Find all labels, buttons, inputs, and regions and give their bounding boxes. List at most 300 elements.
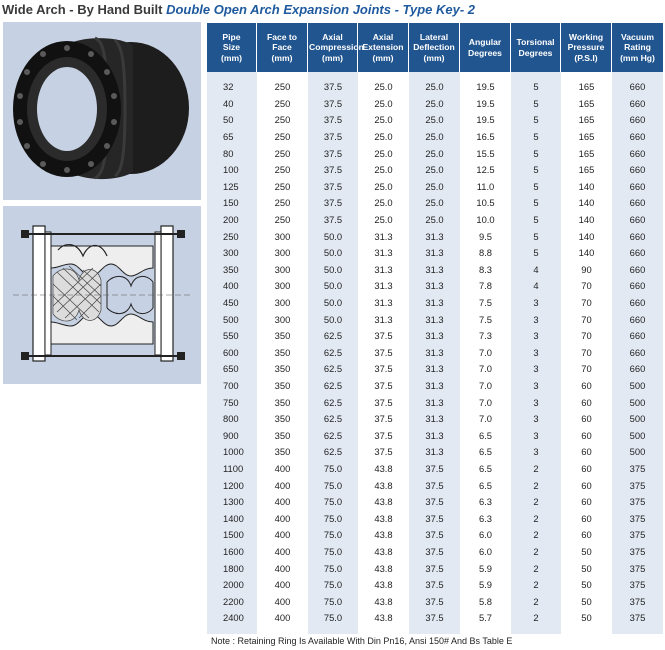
- column-header-line: Size: [222, 42, 241, 53]
- table-cell: 660: [612, 212, 663, 229]
- table-cell: 37.5: [308, 162, 358, 179]
- table-cell: 165: [561, 162, 612, 179]
- table-cell: 37.5: [409, 494, 460, 511]
- table-cell: 7.0: [460, 411, 511, 428]
- table-cell: 31.3: [409, 311, 460, 328]
- table-cell: 43.8: [358, 510, 409, 527]
- table-cell: 70: [561, 278, 612, 295]
- table-cell: 70: [561, 361, 612, 378]
- table-cell: 31.3: [358, 278, 409, 295]
- table-cell: 25.0: [358, 129, 409, 146]
- table-cell: 1400: [207, 510, 257, 527]
- table-cell: 62.5: [308, 427, 358, 444]
- table-cell: 60: [561, 378, 612, 395]
- cross-section-drawing: [3, 206, 201, 384]
- table-cell: 300: [257, 228, 308, 245]
- table-cell: 31.3: [409, 394, 460, 411]
- table-cell: 43.8: [358, 461, 409, 478]
- expansion-joint-cross-section-drawing-icon: [3, 206, 201, 384]
- table-cell: 25.0: [409, 179, 460, 196]
- table-cell: 31.3: [409, 328, 460, 345]
- table-cell: 25.0: [358, 79, 409, 96]
- table-cell: 60: [561, 477, 612, 494]
- table-cell: 350: [257, 328, 308, 345]
- table-cell: 6.0: [460, 544, 511, 561]
- table-cell: 37.5: [358, 411, 409, 428]
- table-cell: 350: [257, 427, 308, 444]
- table-cell: 5.9: [460, 577, 511, 594]
- table-cell: 400: [257, 610, 308, 627]
- table-cell: 250: [257, 179, 308, 196]
- table-spacer-cell: [358, 72, 409, 79]
- table-row: [207, 212, 663, 229]
- table-cell: 350: [257, 394, 308, 411]
- table-cell: 250: [257, 112, 308, 129]
- table-cell: 6.5: [460, 444, 511, 461]
- table-cell: 3: [511, 295, 561, 312]
- table-cell: 25.0: [409, 212, 460, 229]
- table-row: [207, 510, 663, 527]
- table-cell: 80: [207, 145, 257, 162]
- table-cell: 25.0: [409, 129, 460, 146]
- table-cell: 2: [511, 560, 561, 577]
- table-cell: 75.0: [308, 593, 358, 610]
- column-header: [308, 23, 364, 72]
- table-cell: 140: [561, 179, 612, 196]
- table-spacer-cell: [308, 627, 358, 634]
- table-cell: 60: [561, 427, 612, 444]
- table-cell: 660: [612, 278, 663, 295]
- table-row: [207, 228, 663, 245]
- table-cell: 400: [257, 527, 308, 544]
- table-cell: 10.5: [460, 195, 511, 212]
- table-cell: 37.5: [358, 328, 409, 345]
- table-cell: 2: [511, 593, 561, 610]
- table-cell: 37.5: [358, 427, 409, 444]
- table-cell: 375: [612, 577, 663, 594]
- table-cell: 3: [511, 411, 561, 428]
- table-cell: 31.3: [409, 295, 460, 312]
- table-cell: 500: [612, 427, 663, 444]
- table-cell: 5: [511, 228, 561, 245]
- table-cell: 500: [207, 311, 257, 328]
- table-cell: 37.5: [358, 345, 409, 362]
- table-cell: 7.3: [460, 328, 511, 345]
- table-row: [207, 394, 663, 411]
- table-cell: 660: [612, 345, 663, 362]
- table-cell: 62.5: [308, 361, 358, 378]
- table-cell: 25.0: [358, 212, 409, 229]
- table-cell: 3: [511, 394, 561, 411]
- column-header-line: Lateral: [419, 31, 449, 42]
- column-header-line: Rating: [624, 42, 651, 53]
- table-cell: 25.0: [358, 179, 409, 196]
- table-cell: 7.0: [460, 378, 511, 395]
- table-cell: 11.0: [460, 179, 511, 196]
- table-cell: 31.3: [358, 262, 409, 279]
- table-cell: 375: [612, 527, 663, 544]
- table-row: [207, 361, 663, 378]
- table-cell: 75.0: [308, 577, 358, 594]
- table-cell: 25.0: [409, 79, 460, 96]
- table-cell: 37.5: [308, 112, 358, 129]
- table-cell: 25.0: [409, 145, 460, 162]
- table-cell: 31.3: [409, 245, 460, 262]
- table-row: [207, 162, 663, 179]
- table-cell: 660: [612, 361, 663, 378]
- table-cell: 1800: [207, 560, 257, 577]
- table-row: [207, 179, 663, 196]
- table-cell: 375: [612, 610, 663, 627]
- table-spacer-cell: [460, 627, 511, 634]
- column-header-line: Deflection: [413, 42, 455, 53]
- table-spacer-cell: [358, 627, 409, 634]
- table-cell: 5: [511, 129, 561, 146]
- table-cell: 60: [561, 394, 612, 411]
- table-cell: 250: [257, 145, 308, 162]
- table-cell: 37.5: [358, 361, 409, 378]
- column-header-line: (mm): [372, 52, 394, 63]
- table-cell: 31.3: [409, 278, 460, 295]
- expansion-joint-photo-icon: [3, 22, 201, 200]
- table-cell: 60: [561, 461, 612, 478]
- table-cell: 37.5: [409, 461, 460, 478]
- table-cell: 2: [511, 494, 561, 511]
- table-cell: 37.5: [358, 394, 409, 411]
- table-cell: 6.3: [460, 510, 511, 527]
- table-cell: 9.5: [460, 228, 511, 245]
- table-cell: 600: [207, 345, 257, 362]
- table-row: [207, 494, 663, 511]
- table-cell: 7.0: [460, 345, 511, 362]
- column-header-line: Torsional: [516, 37, 555, 47]
- table-cell: 40: [207, 96, 257, 113]
- table-cell: 7.5: [460, 295, 511, 312]
- table-cell: 660: [612, 179, 663, 196]
- table-cell: 60: [561, 411, 612, 428]
- table-spacer-cell: [207, 72, 257, 79]
- table-cell: 660: [612, 79, 663, 96]
- table-cell: 300: [257, 278, 308, 295]
- table-cell: 500: [612, 378, 663, 395]
- table-cell: 25.0: [409, 112, 460, 129]
- table-cell: 165: [561, 79, 612, 96]
- table-cell: 4: [511, 278, 561, 295]
- table-cell: 140: [561, 212, 612, 229]
- footnote: Note : Retaining Ring Is Available With Din Pn16, Ansi 150# And Bs Table E: [211, 636, 513, 646]
- table-cell: 60: [561, 494, 612, 511]
- table-cell: 50: [561, 610, 612, 627]
- table-cell: 1500: [207, 527, 257, 544]
- table-row: [207, 345, 663, 362]
- column-header: [460, 23, 511, 72]
- table-row: [207, 79, 663, 96]
- column-header-line: (mm): [271, 52, 293, 63]
- table-cell: 800: [207, 411, 257, 428]
- table-cell: 660: [612, 328, 663, 345]
- table-cell: 37.5: [409, 560, 460, 577]
- table-cell: 7.8: [460, 278, 511, 295]
- table-cell: 2: [511, 527, 561, 544]
- table-cell: 31.3: [409, 427, 460, 444]
- table-cell: 37.5: [308, 212, 358, 229]
- table-cell: 375: [612, 494, 663, 511]
- table-cell: 50.0: [308, 245, 358, 262]
- table-cell: 350: [207, 262, 257, 279]
- table-cell: 37.5: [409, 610, 460, 627]
- table-cell: 900: [207, 427, 257, 444]
- table-cell: 12.5: [460, 162, 511, 179]
- table-row: [207, 411, 663, 428]
- table-cell: 15.5: [460, 145, 511, 162]
- table-cell: 1000: [207, 444, 257, 461]
- table-cell: 19.5: [460, 112, 511, 129]
- table-row: [207, 427, 663, 444]
- table-cell: 62.5: [308, 345, 358, 362]
- table-cell: 2000: [207, 577, 257, 594]
- table-spacer-cell: [257, 72, 308, 79]
- table-row: [207, 560, 663, 577]
- table-cell: 125: [207, 179, 257, 196]
- table-cell: 3: [511, 311, 561, 328]
- column-header-line: Pressure: [567, 42, 605, 53]
- table-spacer-cell: [308, 72, 358, 79]
- table-row: [207, 112, 663, 129]
- column-header-line: Axial: [322, 31, 343, 42]
- table-cell: 300: [207, 245, 257, 262]
- column-header-line: Degrees: [518, 47, 553, 58]
- column-header: [207, 23, 257, 72]
- column-header-line: Degrees: [468, 47, 502, 58]
- table-cell: 400: [257, 510, 308, 527]
- table-spacer-cell: [612, 72, 663, 79]
- table-cell: 37.5: [409, 510, 460, 527]
- table-cell: 31.3: [409, 262, 460, 279]
- table-cell: 660: [612, 112, 663, 129]
- table-spacer-cell: [561, 627, 612, 634]
- table-cell: 3: [511, 361, 561, 378]
- table-cell: 375: [612, 560, 663, 577]
- table-cell: 31.3: [409, 228, 460, 245]
- table-cell: 5.9: [460, 560, 511, 577]
- table-cell: 5: [511, 145, 561, 162]
- table-row: [207, 444, 663, 461]
- column-header-line: Face: [272, 42, 292, 53]
- table-row: [207, 262, 663, 279]
- table-cell: 2400: [207, 610, 257, 627]
- table-spacer-cell: [460, 72, 511, 79]
- table-cell: 660: [612, 311, 663, 328]
- table-cell: 75.0: [308, 527, 358, 544]
- table-cell: 37.5: [409, 477, 460, 494]
- table-cell: 350: [257, 345, 308, 362]
- table-cell: 70: [561, 311, 612, 328]
- table-cell: 400: [257, 477, 308, 494]
- title-main: Wide Arch - By Hand Built: [2, 2, 163, 17]
- table-row: [207, 245, 663, 262]
- table-spacer-row: [207, 627, 663, 634]
- table-cell: 31.3: [409, 361, 460, 378]
- table-cell: 375: [612, 544, 663, 561]
- table-cell: 31.3: [358, 228, 409, 245]
- table-cell: 8.8: [460, 245, 511, 262]
- table-cell: 31.3: [409, 444, 460, 461]
- table-cell: 5: [511, 162, 561, 179]
- title-subtitle: Double Open Arch Expansion Joints - Type Key- 2: [166, 2, 476, 17]
- table-cell: 660: [612, 295, 663, 312]
- table-cell: 25.0: [358, 112, 409, 129]
- table-cell: 8.3: [460, 262, 511, 279]
- table-row: [207, 295, 663, 312]
- table-cell: 300: [257, 262, 308, 279]
- table-cell: 43.8: [358, 610, 409, 627]
- table-cell: 43.8: [358, 577, 409, 594]
- table-cell: 25.0: [358, 162, 409, 179]
- table-cell: 400: [207, 278, 257, 295]
- product-photo: [3, 22, 201, 200]
- table-cell: 140: [561, 245, 612, 262]
- table-cell: 50.0: [308, 228, 358, 245]
- column-header-line: (mm Hg): [620, 52, 655, 63]
- table-cell: 660: [612, 162, 663, 179]
- table-cell: 50: [561, 593, 612, 610]
- column-header-line: Vacuum: [621, 31, 654, 42]
- table-cell: 75.0: [308, 610, 358, 627]
- table-cell: 2: [511, 544, 561, 561]
- table-cell: 400: [257, 494, 308, 511]
- column-header-line: Face to: [266, 31, 298, 42]
- table-cell: 37.5: [409, 577, 460, 594]
- table-spacer-cell: [511, 72, 561, 79]
- table-cell: 5: [511, 195, 561, 212]
- table-cell: 43.8: [358, 593, 409, 610]
- table-cell: 3: [511, 378, 561, 395]
- table-cell: 43.8: [358, 527, 409, 544]
- table-row: [207, 577, 663, 594]
- table-cell: 660: [612, 262, 663, 279]
- table-cell: 165: [561, 96, 612, 113]
- table-cell: 37.5: [308, 79, 358, 96]
- table-cell: 37.5: [358, 444, 409, 461]
- table-cell: 5: [511, 179, 561, 196]
- table-cell: 100: [207, 162, 257, 179]
- table-row: [207, 96, 663, 113]
- column-header: [358, 23, 409, 72]
- table-cell: 50.0: [308, 278, 358, 295]
- table-row: [207, 477, 663, 494]
- column-header-line: (mm): [220, 52, 242, 63]
- column-header: [612, 23, 663, 72]
- table-cell: 19.5: [460, 96, 511, 113]
- table-cell: 75.0: [308, 510, 358, 527]
- table-cell: 2: [511, 577, 561, 594]
- table-spacer-cell: [409, 627, 460, 634]
- column-header-line: Compression: [309, 42, 364, 53]
- table-spacer-cell: [207, 627, 257, 634]
- table-cell: 2: [511, 510, 561, 527]
- column-header-line: Angular: [468, 37, 502, 47]
- table-cell: 500: [612, 411, 663, 428]
- table-cell: 2200: [207, 593, 257, 610]
- table-cell: 50: [561, 560, 612, 577]
- table-cell: 75.0: [308, 494, 358, 511]
- table-cell: 500: [612, 444, 663, 461]
- table-cell: 75.0: [308, 477, 358, 494]
- table-cell: 2: [511, 610, 561, 627]
- table-cell: 5.8: [460, 593, 511, 610]
- table-cell: 60: [561, 444, 612, 461]
- table-spacer-cell: [612, 627, 663, 634]
- table-cell: 60: [561, 527, 612, 544]
- table-cell: 3: [511, 345, 561, 362]
- column-header: [561, 23, 612, 72]
- table-cell: 400: [257, 593, 308, 610]
- table-cell: 50.0: [308, 295, 358, 312]
- table-cell: 5: [511, 245, 561, 262]
- table-cell: 10.0: [460, 212, 511, 229]
- table-cell: 37.5: [308, 179, 358, 196]
- table-cell: 62.5: [308, 394, 358, 411]
- table-cell: 250: [257, 195, 308, 212]
- column-header: [511, 23, 561, 72]
- table-cell: 375: [612, 461, 663, 478]
- table-cell: 75.0: [308, 544, 358, 561]
- table-cell: 43.8: [358, 544, 409, 561]
- table-cell: 50: [561, 577, 612, 594]
- page-title: [2, 1, 475, 19]
- table-cell: 2: [511, 477, 561, 494]
- table-spacer-cell: [257, 627, 308, 634]
- table-cell: 50.0: [308, 262, 358, 279]
- table-row: [207, 145, 663, 162]
- table-cell: 250: [257, 212, 308, 229]
- table-cell: 300: [257, 295, 308, 312]
- table-row: [207, 461, 663, 478]
- table-cell: 350: [257, 411, 308, 428]
- table-cell: 375: [612, 593, 663, 610]
- table-cell: 660: [612, 96, 663, 113]
- table-cell: 37.5: [409, 593, 460, 610]
- table-cell: 200: [207, 212, 257, 229]
- table-cell: 1300: [207, 494, 257, 511]
- table-cell: 650: [207, 361, 257, 378]
- column-header-line: (mm): [423, 52, 445, 63]
- column-header-line: (mm): [321, 52, 343, 63]
- table-cell: 6.0: [460, 527, 511, 544]
- table-cell: 90: [561, 262, 612, 279]
- column-header-line: Axial: [372, 31, 394, 42]
- table-cell: 75.0: [308, 560, 358, 577]
- table-cell: 31.3: [358, 295, 409, 312]
- table-cell: 62.5: [308, 444, 358, 461]
- table-row: [207, 278, 663, 295]
- table-row: [207, 129, 663, 146]
- table-cell: 350: [257, 361, 308, 378]
- table-cell: 3: [511, 328, 561, 345]
- table-cell: 660: [612, 195, 663, 212]
- table-cell: 37.5: [409, 544, 460, 561]
- table-cell: 165: [561, 129, 612, 146]
- table-cell: 37.5: [308, 129, 358, 146]
- table-cell: 25.0: [409, 96, 460, 113]
- table-cell: 62.5: [308, 411, 358, 428]
- table-cell: 16.5: [460, 129, 511, 146]
- table-cell: 140: [561, 195, 612, 212]
- table-cell: 400: [257, 560, 308, 577]
- table-cell: 3: [511, 427, 561, 444]
- table-row: [207, 610, 663, 627]
- table-cell: 31.3: [409, 411, 460, 428]
